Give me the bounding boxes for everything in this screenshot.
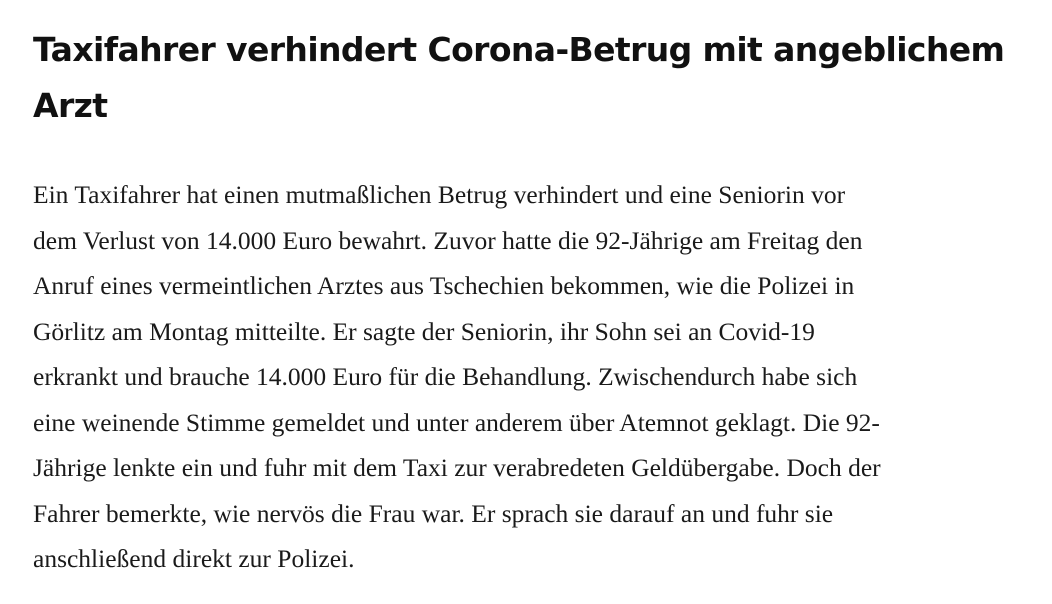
body-line: Fahrer bemerkte, wie nervös die Frau war. Er sprach sie darauf an und fuhr sie (33, 498, 834, 528)
body-line: dem Verlust von 14.000 Euro bewahrt. Zuvor hatte die 92-Jährige am Freitag den (33, 225, 863, 255)
body-line: Ein Taxifahrer hat einen mutmaßlichen Betrug verhindert und eine Seniorin vor (33, 180, 846, 209)
body-line: Anruf eines vermeintlichen Arztes aus Tschechien bekommen, wie die Polizei in (33, 271, 855, 300)
body-line: Görlitz am Montag mitteilte. Er sagte der Seniorin, ihr Sohn sei an Covid-19 (33, 316, 815, 346)
article-body (33, 172, 1023, 582)
body-line: Jährige lenkte ein und fuhr mit dem Taxi zur verabredeten Geldübergabe. Doch der (33, 453, 881, 482)
article-headline (33, 22, 1023, 134)
headline-line: Taxifahrer verhindert Corona-Betrug mit angeblichem (33, 30, 1005, 69)
body-line: erkrankt und brauche 14.000 Euro für die Behandlung. Zwischendurch habe sich (33, 362, 858, 391)
article (33, 22, 1023, 582)
body-line: eine weinende Stimme gemeldet und unter anderem über Atemnot geklagt. Die 92- (33, 407, 880, 437)
body-line: anschließend direkt zur Polizei. (33, 544, 355, 573)
headline-line: Arzt (33, 86, 108, 125)
